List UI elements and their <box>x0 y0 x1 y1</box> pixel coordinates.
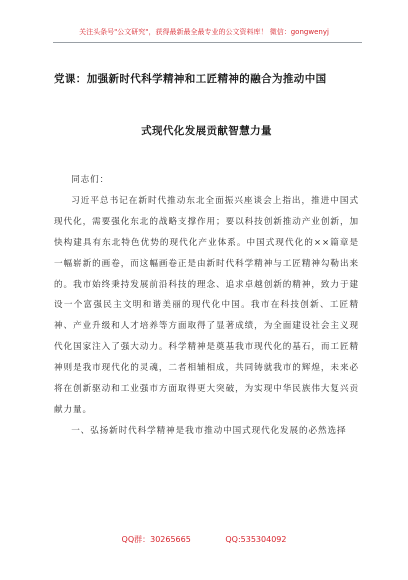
section-heading: 一、弘扬新时代科学精神是我市推动中国式现代化发展的必然选择 <box>71 425 347 436</box>
header-note: 关注头条号"公文研究"，获得最新最全最专业的公文资料库！ 微信：gongwenyj <box>79 28 329 36</box>
footer-qq-group: QQ群：30265665 <box>121 535 191 544</box>
document-title-line-2: 式现代化发展贡献智慧力量 <box>141 125 272 137</box>
document-body <box>54 170 359 442</box>
body-paragraph: 习近平总书记在新时代推动东北全面振兴座谈会上指出，推进中国式现代化，需要强化东北的战略支撑作用；要以科技创新推动产业创新，加快构建具有东北特色优势的现代化产业体系。中国式现代化的××篇章是一幅崭新的画卷，而这幅画卷正是由新时代科学精神与工匠精神勾勒出来的。我市始终秉持发展前沿科技的理念、追求卓越创新的精神，致力于建设一个富强民主文明和谐美丽的现代化中国。我市在科技创新、工匠精神、产业升级和人才培养等方面取得了显著成绩，为全面建设社会主义现代化国家注入了强大动力。科学精神是奠基我市现代化的基石，而工匠精神则是我市现代化的灵魂，二者相辅相成，共同铸就我市的辉煌，未来必将在创新驱动和工业强市方面取得更大突破，为实现中华民族伟大复兴贡献力量。 <box>54 195 359 415</box>
footer-contact <box>0 534 408 545</box>
salutation: 同志们： <box>71 175 110 185</box>
header-divider <box>53 42 362 43</box>
footer-qq-number: QQ:535304092 <box>225 535 287 544</box>
document-title-line-1: 党课：加强新时代科学精神和工匠精神的融合为推动中国 <box>54 73 327 85</box>
